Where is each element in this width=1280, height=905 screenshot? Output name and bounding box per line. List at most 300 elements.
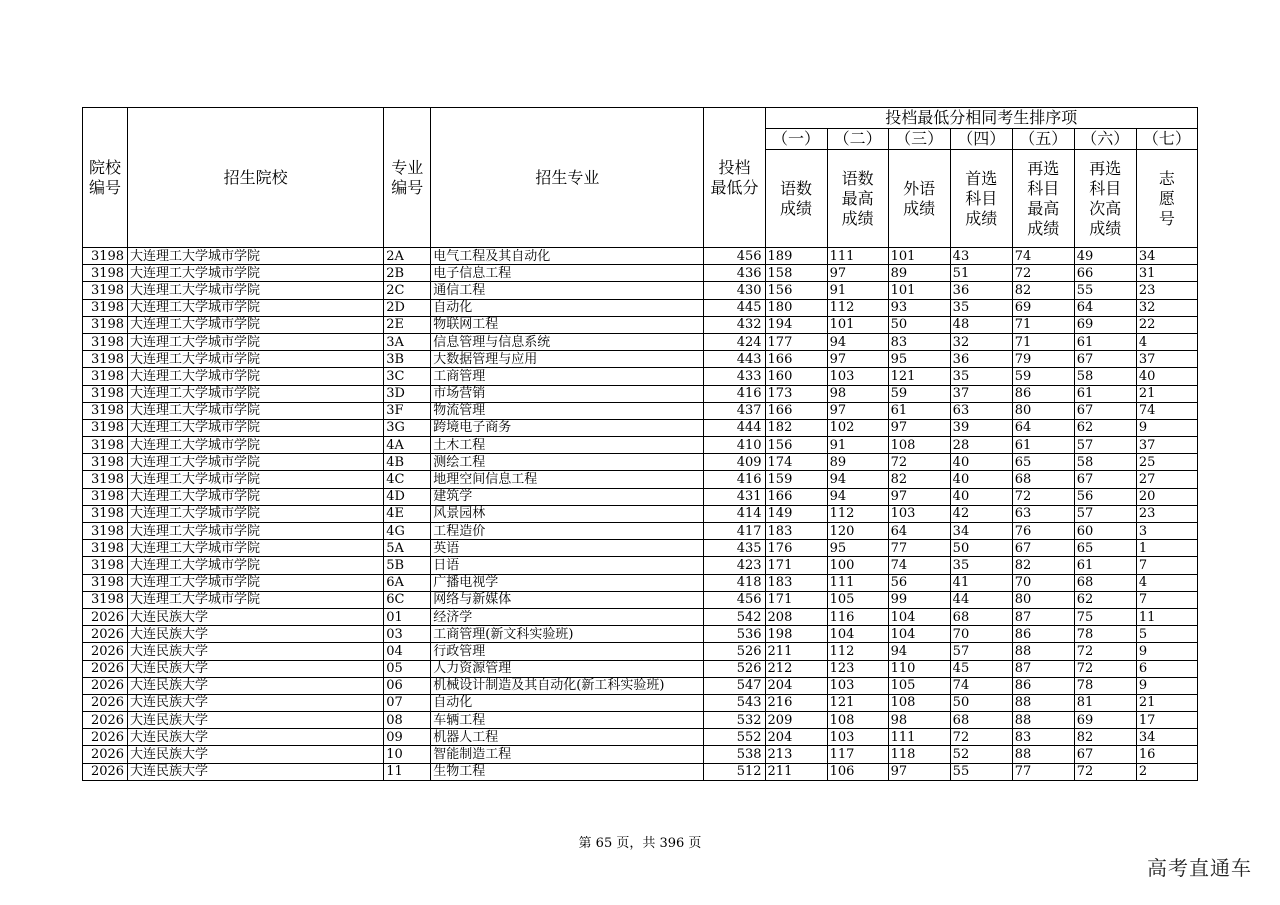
cell-tiebreak-2: 103 (827, 677, 888, 694)
cell-major-name: 机械设计制造及其自动化(新工科实验班) (431, 677, 704, 694)
cell-tiebreak-3: 61 (888, 402, 950, 419)
cell-tiebreak-1: 209 (765, 712, 827, 729)
cell-major-name: 人力资源管理 (431, 660, 704, 677)
cell-min-score: 418 (704, 574, 765, 591)
cell-school-name: 大连理工大学城市学院 (128, 248, 384, 265)
cell-school-name: 大连理工大学城市学院 (128, 316, 384, 333)
header-major-code-line: 编号 (391, 177, 424, 197)
cell-major-code: 3D (384, 385, 431, 402)
cell-tiebreak-6: 57 (1074, 437, 1136, 454)
cell-tiebreak-7: 2 (1136, 763, 1197, 780)
table-row (83, 677, 1198, 694)
cell-school-code: 3198 (83, 557, 128, 574)
cell-min-score: 542 (704, 608, 765, 625)
cell-tiebreak-4: 34 (950, 523, 1012, 540)
cell-tiebreak-5: 72 (1012, 488, 1074, 505)
cell-major-code: 3F (384, 402, 431, 419)
cell-school-code: 3198 (83, 248, 128, 265)
cell-school-name: 大连理工大学城市学院 (128, 505, 384, 522)
cell-tiebreak-2: 104 (827, 626, 888, 643)
cell-min-score: 532 (704, 712, 765, 729)
cell-tiebreak-4: 57 (950, 643, 1012, 660)
cell-tiebreak-7: 25 (1136, 454, 1197, 471)
header-major: 招生专业 (431, 108, 704, 248)
cell-tiebreak-1: 177 (765, 333, 827, 350)
cell-school-name: 大连理工大学城市学院 (128, 368, 384, 385)
tiebreak-number: （二） (827, 129, 888, 150)
cell-tiebreak-3: 56 (888, 574, 950, 591)
cell-school-name: 大连民族大学 (128, 660, 384, 677)
cell-tiebreak-3: 110 (888, 660, 950, 677)
cell-tiebreak-3: 59 (888, 385, 950, 402)
tiebreak-number: （一） (765, 129, 827, 150)
cell-min-score: 456 (704, 248, 765, 265)
table-row (83, 437, 1198, 454)
cell-tiebreak-2: 89 (827, 454, 888, 471)
table-row (83, 385, 1198, 402)
cell-tiebreak-7: 74 (1136, 402, 1197, 419)
tiebreak-label-line: 首选 (965, 168, 998, 188)
tiebreak-label-line: 科目 (965, 188, 998, 208)
cell-tiebreak-2: 112 (827, 643, 888, 660)
tiebreak-number: （五） (1012, 129, 1074, 150)
tiebreak-label-line: 再选 (1089, 158, 1122, 178)
tiebreak-label-line: 成绩 (1089, 218, 1122, 238)
admission-table (82, 107, 1198, 781)
cell-tiebreak-4: 35 (950, 299, 1012, 316)
cell-tiebreak-6: 67 (1074, 471, 1136, 488)
cell-min-score: 424 (704, 333, 765, 350)
tiebreak-label (950, 150, 1012, 248)
cell-tiebreak-4: 40 (950, 454, 1012, 471)
cell-tiebreak-4: 63 (950, 402, 1012, 419)
cell-tiebreak-7: 34 (1136, 729, 1197, 746)
cell-major-code: 4B (384, 454, 431, 471)
cell-tiebreak-5: 87 (1012, 608, 1074, 625)
cell-tiebreak-5: 74 (1012, 248, 1074, 265)
table-row (83, 368, 1198, 385)
cell-tiebreak-7: 5 (1136, 626, 1197, 643)
cell-tiebreak-1: 204 (765, 677, 827, 694)
cell-tiebreak-5: 65 (1012, 454, 1074, 471)
table-row (83, 591, 1198, 608)
cell-tiebreak-6: 75 (1074, 608, 1136, 625)
cell-min-score: 444 (704, 419, 765, 436)
cell-major-code: 10 (384, 746, 431, 763)
cell-tiebreak-2: 97 (827, 265, 888, 282)
table-row (83, 454, 1198, 471)
cell-school-code: 3198 (83, 419, 128, 436)
cell-school-code: 3198 (83, 316, 128, 333)
tiebreak-label-line: 号 (1158, 208, 1175, 228)
cell-school-code: 3198 (83, 505, 128, 522)
cell-tiebreak-4: 41 (950, 574, 1012, 591)
tiebreak-number: （六） (1074, 129, 1136, 150)
cell-school-code: 2026 (83, 677, 128, 694)
cell-tiebreak-6: 61 (1074, 333, 1136, 350)
cell-tiebreak-5: 86 (1012, 626, 1074, 643)
cell-school-name: 大连理工大学城市学院 (128, 523, 384, 540)
cell-tiebreak-3: 77 (888, 540, 950, 557)
tiebreak-label-stack (1013, 159, 1074, 239)
table-row (83, 574, 1198, 591)
cell-major-code: 4G (384, 523, 431, 540)
cell-tiebreak-2: 98 (827, 385, 888, 402)
cell-school-name: 大连理工大学城市学院 (128, 299, 384, 316)
table-row (83, 608, 1198, 625)
cell-school-name: 大连理工大学城市学院 (128, 574, 384, 591)
cell-tiebreak-7: 11 (1136, 608, 1197, 625)
header-school: 招生院校 (128, 108, 384, 248)
cell-major-name: 工商管理(新文科实验班) (431, 626, 704, 643)
cell-major-name: 自动化 (431, 694, 704, 711)
cell-tiebreak-5: 88 (1012, 746, 1074, 763)
cell-tiebreak-2: 94 (827, 333, 888, 350)
cell-tiebreak-2: 97 (827, 351, 888, 368)
cell-tiebreak-6: 78 (1074, 626, 1136, 643)
table-row (83, 488, 1198, 505)
cell-tiebreak-4: 35 (950, 557, 1012, 574)
cell-school-name: 大连理工大学城市学院 (128, 454, 384, 471)
cell-tiebreak-5: 82 (1012, 282, 1074, 299)
cell-tiebreak-6: 64 (1074, 299, 1136, 316)
cell-tiebreak-3: 82 (888, 471, 950, 488)
cell-min-score: 512 (704, 763, 765, 780)
cell-min-score: 456 (704, 591, 765, 608)
cell-tiebreak-5: 80 (1012, 402, 1074, 419)
tiebreak-label-line: 再选 (1027, 158, 1060, 178)
cell-tiebreak-2: 103 (827, 729, 888, 746)
cell-tiebreak-3: 108 (888, 694, 950, 711)
cell-tiebreak-1: 183 (765, 523, 827, 540)
cell-tiebreak-5: 63 (1012, 505, 1074, 522)
tiebreak-label-line: 科目 (1027, 178, 1060, 198)
cell-tiebreak-7: 23 (1136, 505, 1197, 522)
cell-tiebreak-2: 97 (827, 402, 888, 419)
cell-tiebreak-3: 89 (888, 265, 950, 282)
cell-tiebreak-7: 7 (1136, 557, 1197, 574)
cell-major-name: 日语 (431, 557, 704, 574)
cell-school-name: 大连民族大学 (128, 626, 384, 643)
cell-tiebreak-5: 86 (1012, 385, 1074, 402)
cell-major-code: 3C (384, 368, 431, 385)
cell-major-code: 3G (384, 419, 431, 436)
cell-tiebreak-7: 7 (1136, 591, 1197, 608)
cell-tiebreak-7: 3 (1136, 523, 1197, 540)
cell-tiebreak-7: 4 (1136, 574, 1197, 591)
cell-school-code: 2026 (83, 626, 128, 643)
cell-tiebreak-4: 52 (950, 746, 1012, 763)
cell-tiebreak-2: 111 (827, 248, 888, 265)
cell-tiebreak-1: 213 (765, 746, 827, 763)
cell-tiebreak-2: 94 (827, 488, 888, 505)
cell-tiebreak-6: 55 (1074, 282, 1136, 299)
cell-tiebreak-1: 176 (765, 540, 827, 557)
cell-tiebreak-1: 208 (765, 608, 827, 625)
cell-min-score: 416 (704, 385, 765, 402)
cell-tiebreak-4: 40 (950, 471, 1012, 488)
tiebreak-label (1012, 150, 1074, 248)
cell-min-score: 543 (704, 694, 765, 711)
cell-school-name: 大连理工大学城市学院 (128, 419, 384, 436)
cell-tiebreak-2: 101 (827, 316, 888, 333)
table-row (83, 660, 1198, 677)
cell-tiebreak-7: 21 (1136, 694, 1197, 711)
cell-tiebreak-1: 180 (765, 299, 827, 316)
cell-school-code: 2026 (83, 746, 128, 763)
table-row (83, 626, 1198, 643)
tiebreak-label-stack (1075, 159, 1136, 239)
cell-school-code: 3198 (83, 540, 128, 557)
cell-tiebreak-1: 216 (765, 694, 827, 711)
table-row (83, 351, 1198, 368)
cell-tiebreak-1: 189 (765, 248, 827, 265)
cell-tiebreak-3: 83 (888, 333, 950, 350)
tiebreak-label-stack (1137, 169, 1197, 229)
cell-min-score: 410 (704, 437, 765, 454)
cell-school-name: 大连理工大学城市学院 (128, 471, 384, 488)
cell-school-code: 3198 (83, 574, 128, 591)
table-row (83, 402, 1198, 419)
cell-major-name: 测绘工程 (431, 454, 704, 471)
cell-tiebreak-7: 34 (1136, 248, 1197, 265)
cell-tiebreak-6: 69 (1074, 316, 1136, 333)
cell-major-code: 09 (384, 729, 431, 746)
cell-tiebreak-1: 171 (765, 591, 827, 608)
tiebreak-number: （七） (1136, 129, 1197, 150)
cell-major-name: 信息管理与信息系统 (431, 333, 704, 350)
cell-tiebreak-1: 182 (765, 419, 827, 436)
cell-major-code: 2C (384, 282, 431, 299)
cell-major-name: 工程造价 (431, 523, 704, 540)
cell-tiebreak-6: 67 (1074, 746, 1136, 763)
cell-school-code: 3198 (83, 333, 128, 350)
table-row (83, 557, 1198, 574)
cell-tiebreak-3: 74 (888, 557, 950, 574)
cell-tiebreak-4: 68 (950, 712, 1012, 729)
cell-tiebreak-2: 102 (827, 419, 888, 436)
cell-tiebreak-4: 55 (950, 763, 1012, 780)
cell-tiebreak-6: 72 (1074, 643, 1136, 660)
cell-tiebreak-1: 211 (765, 763, 827, 780)
cell-tiebreak-7: 31 (1136, 265, 1197, 282)
cell-tiebreak-6: 49 (1074, 248, 1136, 265)
cell-tiebreak-3: 64 (888, 523, 950, 540)
cell-tiebreak-6: 56 (1074, 488, 1136, 505)
tiebreak-label (1074, 150, 1136, 248)
cell-min-score: 526 (704, 643, 765, 660)
cell-tiebreak-2: 111 (827, 574, 888, 591)
cell-tiebreak-6: 72 (1074, 660, 1136, 677)
cell-tiebreak-2: 95 (827, 540, 888, 557)
cell-tiebreak-7: 37 (1136, 437, 1197, 454)
cell-tiebreak-4: 36 (950, 282, 1012, 299)
cell-school-name: 大连民族大学 (128, 763, 384, 780)
cell-tiebreak-7: 6 (1136, 660, 1197, 677)
table-row (83, 282, 1198, 299)
cell-tiebreak-3: 103 (888, 505, 950, 522)
header-min-score-line: 最低分 (710, 177, 759, 197)
cell-major-name: 物流管理 (431, 402, 704, 419)
cell-school-name: 大连理工大学城市学院 (128, 282, 384, 299)
cell-tiebreak-5: 79 (1012, 351, 1074, 368)
cell-tiebreak-1: 173 (765, 385, 827, 402)
cell-tiebreak-4: 32 (950, 333, 1012, 350)
cell-tiebreak-3: 101 (888, 248, 950, 265)
cell-tiebreak-4: 74 (950, 677, 1012, 694)
cell-tiebreak-3: 99 (888, 591, 950, 608)
cell-major-name: 电子信息工程 (431, 265, 704, 282)
tiebreak-label-line: 语数 (780, 178, 813, 198)
cell-tiebreak-1: 166 (765, 488, 827, 505)
cell-school-code: 3198 (83, 282, 128, 299)
cell-tiebreak-7: 21 (1136, 385, 1197, 402)
cell-tiebreak-5: 59 (1012, 368, 1074, 385)
cell-major-name: 大数据管理与应用 (431, 351, 704, 368)
cell-major-code: 4E (384, 505, 431, 522)
cell-major-name: 车辆工程 (431, 712, 704, 729)
cell-tiebreak-3: 93 (888, 299, 950, 316)
cell-tiebreak-7: 9 (1136, 419, 1197, 436)
page-footer: 第 65 页，共 396 页 (578, 836, 702, 851)
cell-tiebreak-3: 104 (888, 608, 950, 625)
tiebreak-label-stack (828, 169, 888, 229)
table-row (83, 746, 1198, 763)
cell-school-code: 2026 (83, 643, 128, 660)
cell-tiebreak-5: 80 (1012, 591, 1074, 608)
cell-tiebreak-5: 76 (1012, 523, 1074, 540)
cell-school-name: 大连理工大学城市学院 (128, 591, 384, 608)
cell-tiebreak-5: 69 (1012, 299, 1074, 316)
header-school-code (83, 108, 128, 248)
header-school-code-line: 编号 (89, 177, 122, 197)
cell-tiebreak-3: 94 (888, 643, 950, 660)
cell-tiebreak-1: 166 (765, 351, 827, 368)
cell-tiebreak-3: 104 (888, 626, 950, 643)
cell-tiebreak-3: 101 (888, 282, 950, 299)
cell-tiebreak-4: 44 (950, 591, 1012, 608)
cell-school-code: 3198 (83, 265, 128, 282)
cell-tiebreak-6: 72 (1074, 763, 1136, 780)
cell-tiebreak-4: 68 (950, 608, 1012, 625)
watermark: 高考直通车 (1147, 856, 1252, 880)
cell-tiebreak-7: 9 (1136, 643, 1197, 660)
tiebreak-label-line: 成绩 (965, 208, 998, 228)
cell-tiebreak-1: 166 (765, 402, 827, 419)
tiebreak-label-line: 愿 (1158, 188, 1175, 208)
cell-major-code: 07 (384, 694, 431, 711)
table-row (83, 316, 1198, 333)
cell-major-code: 11 (384, 763, 431, 780)
table-row (83, 333, 1198, 350)
cell-tiebreak-4: 42 (950, 505, 1012, 522)
cell-tiebreak-1: 174 (765, 454, 827, 471)
tiebreak-label-stack (766, 179, 827, 219)
table-row (83, 265, 1198, 282)
cell-tiebreak-5: 87 (1012, 660, 1074, 677)
cell-major-name: 自动化 (431, 299, 704, 316)
cell-school-name: 大连民族大学 (128, 608, 384, 625)
cell-major-code: 01 (384, 608, 431, 625)
cell-tiebreak-6: 58 (1074, 368, 1136, 385)
cell-tiebreak-2: 94 (827, 471, 888, 488)
cell-major-name: 工商管理 (431, 368, 704, 385)
cell-tiebreak-2: 112 (827, 505, 888, 522)
cell-tiebreak-1: 211 (765, 643, 827, 660)
cell-tiebreak-3: 111 (888, 729, 950, 746)
cell-major-code: 2E (384, 316, 431, 333)
cell-school-name: 大连民族大学 (128, 746, 384, 763)
header-school-code-line: 院校 (89, 157, 122, 177)
cell-school-name: 大连理工大学城市学院 (128, 557, 384, 574)
cell-tiebreak-6: 60 (1074, 523, 1136, 540)
cell-tiebreak-7: 32 (1136, 299, 1197, 316)
cell-major-code: 2D (384, 299, 431, 316)
cell-tiebreak-2: 117 (827, 746, 888, 763)
cell-major-code: 2A (384, 248, 431, 265)
cell-min-score: 552 (704, 729, 765, 746)
cell-tiebreak-2: 121 (827, 694, 888, 711)
cell-min-score: 536 (704, 626, 765, 643)
cell-tiebreak-5: 88 (1012, 694, 1074, 711)
cell-tiebreak-6: 68 (1074, 574, 1136, 591)
cell-tiebreak-7: 4 (1136, 333, 1197, 350)
cell-school-code: 3198 (83, 454, 128, 471)
cell-tiebreak-4: 51 (950, 265, 1012, 282)
tiebreak-label-stack (889, 179, 950, 219)
cell-major-code: 5A (384, 540, 431, 557)
cell-tiebreak-7: 40 (1136, 368, 1197, 385)
cell-tiebreak-3: 118 (888, 746, 950, 763)
header-min-score (704, 108, 765, 248)
cell-school-name: 大连理工大学城市学院 (128, 385, 384, 402)
tiebreak-number: （四） (950, 129, 1012, 150)
cell-min-score: 538 (704, 746, 765, 763)
cell-tiebreak-2: 120 (827, 523, 888, 540)
cell-tiebreak-6: 67 (1074, 351, 1136, 368)
cell-school-code: 3198 (83, 471, 128, 488)
tiebreak-label (1136, 150, 1197, 248)
cell-major-code: 08 (384, 712, 431, 729)
cell-major-name: 通信工程 (431, 282, 704, 299)
cell-major-name: 网络与新媒体 (431, 591, 704, 608)
cell-tiebreak-1: 156 (765, 437, 827, 454)
cell-school-code: 3198 (83, 402, 128, 419)
cell-tiebreak-5: 88 (1012, 643, 1074, 660)
cell-school-name: 大连民族大学 (128, 694, 384, 711)
cell-tiebreak-7: 1 (1136, 540, 1197, 557)
cell-major-name: 市场营销 (431, 385, 704, 402)
cell-school-code: 3198 (83, 299, 128, 316)
cell-tiebreak-6: 82 (1074, 729, 1136, 746)
tiebreak-label-line: 成绩 (780, 198, 813, 218)
cell-tiebreak-6: 67 (1074, 402, 1136, 419)
cell-tiebreak-6: 61 (1074, 385, 1136, 402)
cell-major-code: 04 (384, 643, 431, 660)
header-major-code (384, 108, 431, 248)
cell-tiebreak-2: 123 (827, 660, 888, 677)
cell-major-name: 地理空间信息工程 (431, 471, 704, 488)
table-row (83, 729, 1198, 746)
cell-school-name: 大连理工大学城市学院 (128, 351, 384, 368)
header-tiebreak-title: 投档最低分相同考生排序项 (765, 108, 1197, 129)
cell-major-code: 3A (384, 333, 431, 350)
cell-tiebreak-2: 91 (827, 282, 888, 299)
cell-tiebreak-6: 61 (1074, 557, 1136, 574)
cell-school-code: 3198 (83, 488, 128, 505)
cell-tiebreak-6: 69 (1074, 712, 1136, 729)
header-major-code-line: 专业 (391, 157, 424, 177)
